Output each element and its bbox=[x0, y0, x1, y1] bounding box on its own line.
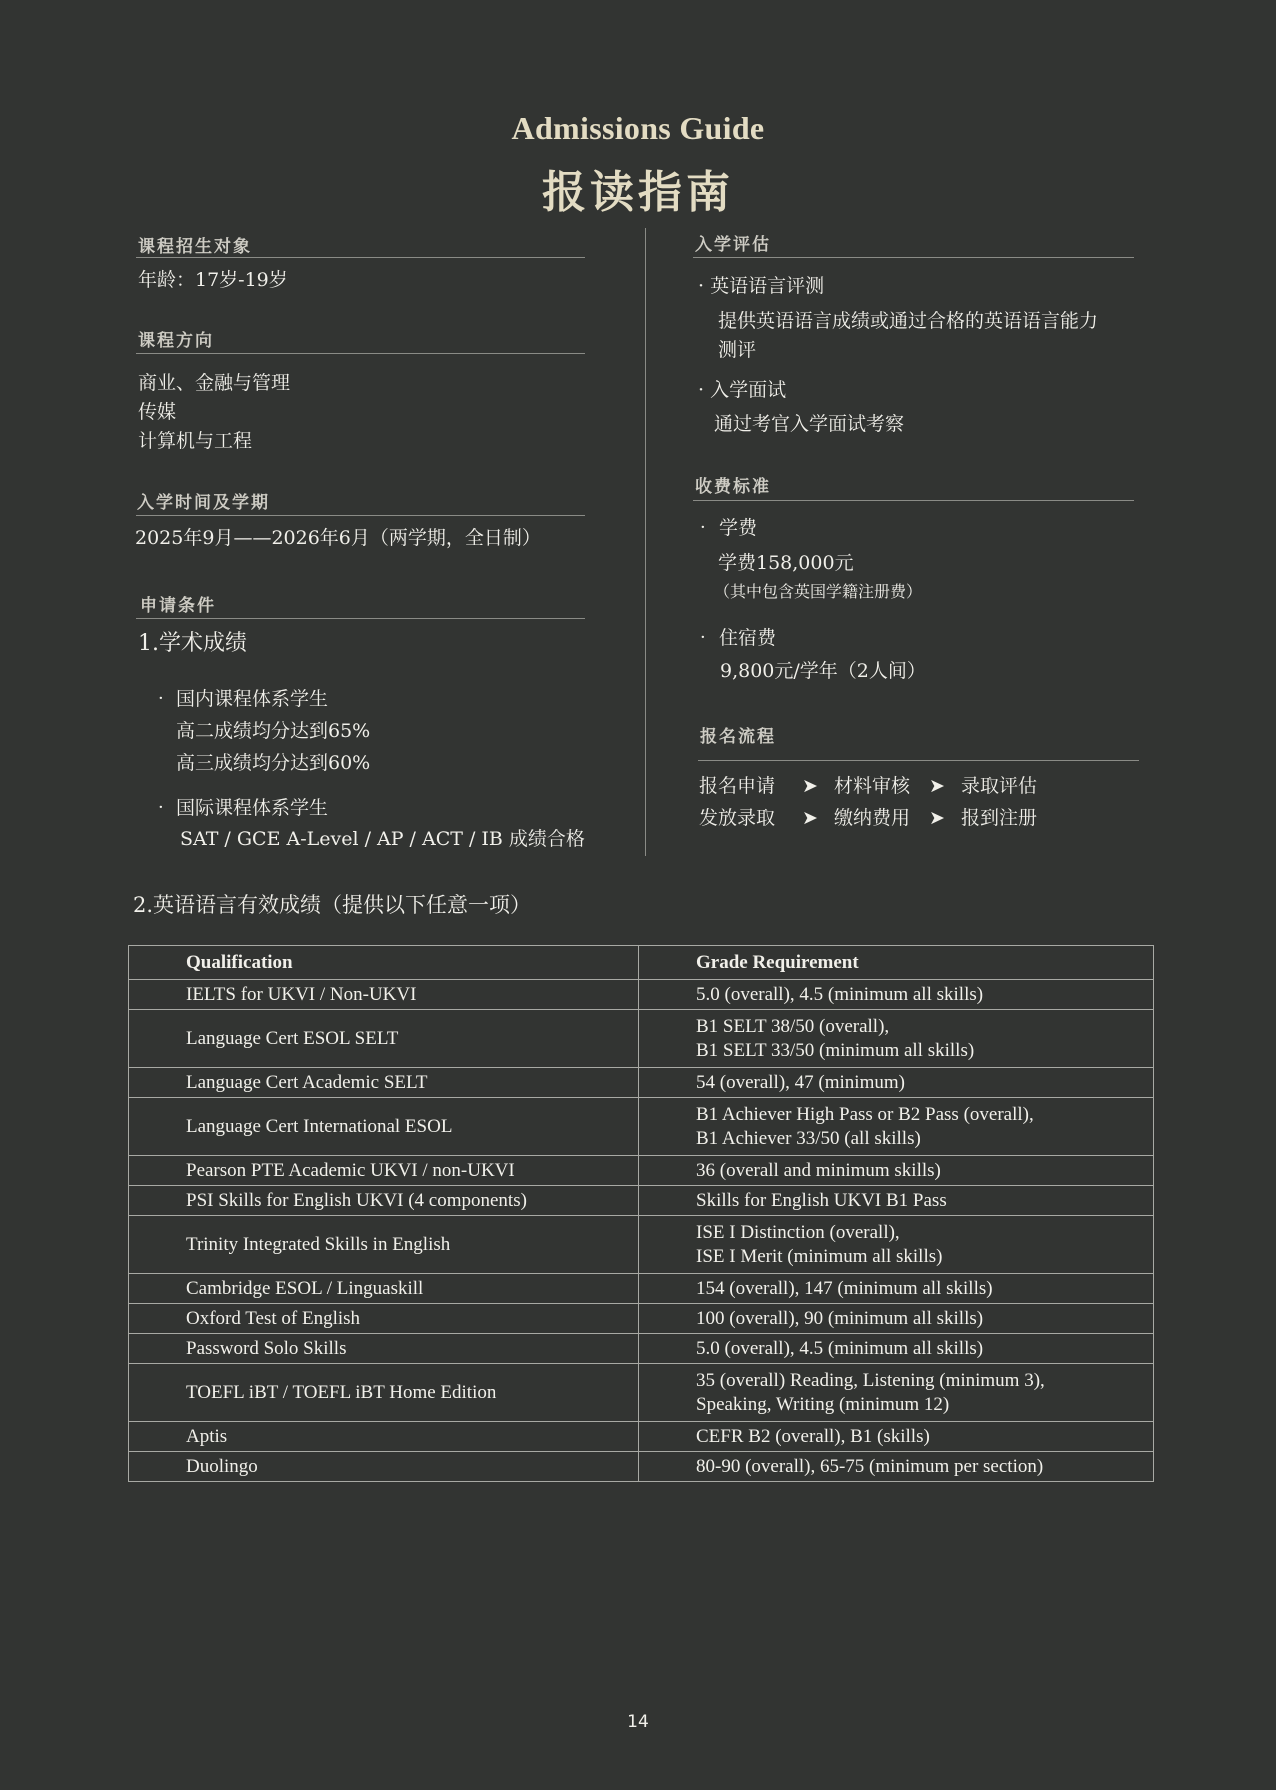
qualification-cell: Language Cert International ESOL bbox=[129, 1098, 639, 1156]
table-row bbox=[129, 1216, 1154, 1274]
divider bbox=[136, 257, 585, 258]
tuition-title: 学费 bbox=[719, 517, 758, 539]
grade-cell bbox=[639, 1098, 1154, 1156]
process-step: 发放录取 bbox=[699, 807, 776, 829]
column-header-grade: Grade Requirement bbox=[639, 946, 1154, 980]
grade-cell bbox=[639, 1364, 1154, 1422]
intl-title: 国际课程体系学生 bbox=[176, 797, 329, 819]
qualification-cell: PSI Skills for English UKVI (4 components) bbox=[129, 1186, 639, 1216]
qualification-cell: Language Cert Academic SELT bbox=[129, 1068, 639, 1098]
intake-text: 2025年9月——2026年6月（两学期，全日制） bbox=[135, 527, 541, 549]
grade-cell bbox=[639, 1156, 1154, 1186]
intl-line: SAT / GCE A-Level / AP / ACT / IB 成绩合格 bbox=[180, 828, 585, 850]
grade-cell bbox=[639, 1274, 1154, 1304]
qualification-cell: Pearson PTE Academic UKVI / non-UKVI bbox=[129, 1156, 639, 1186]
grade-cell bbox=[639, 1186, 1154, 1216]
column-divider bbox=[645, 228, 646, 856]
grade-cell bbox=[639, 1304, 1154, 1334]
bullet-icon: · bbox=[158, 688, 164, 709]
target-audience-label: 课程招生对象 bbox=[138, 237, 252, 257]
assessment-label: 入学评估 bbox=[695, 235, 771, 255]
grade-line: Skills for English UKVI B1 Pass bbox=[696, 1189, 947, 1211]
qualification-cell: Trinity Integrated Skills in English bbox=[129, 1216, 639, 1274]
english-qualifications-table bbox=[128, 945, 1154, 1482]
page-number: 14 bbox=[627, 1712, 649, 1732]
grade-line: 100 (overall), 90 (minimum all skills) bbox=[696, 1307, 984, 1329]
bullet-icon: · bbox=[700, 517, 706, 538]
process-step: 报名申请 bbox=[699, 775, 776, 797]
direction-item: 商业、金融与管理 bbox=[138, 372, 291, 394]
bullet-icon: · bbox=[700, 627, 706, 648]
table-row bbox=[129, 1274, 1154, 1304]
qualification-cell: Cambridge ESOL / Linguaskill bbox=[129, 1274, 639, 1304]
table-row bbox=[129, 1452, 1154, 1482]
arrow-right-icon: ➤ bbox=[929, 807, 945, 829]
page-title-zh: 报读指南 bbox=[542, 167, 734, 218]
divider bbox=[136, 515, 585, 516]
qualification-cell: Duolingo bbox=[129, 1452, 639, 1482]
academic-title: 1.学术成绩 bbox=[138, 631, 247, 656]
process-step: 报到注册 bbox=[961, 807, 1038, 829]
qualification-cell: Oxford Test of English bbox=[129, 1304, 639, 1334]
domestic-title: 国内课程体系学生 bbox=[176, 688, 329, 710]
divider bbox=[698, 760, 1139, 761]
table-body bbox=[129, 980, 1154, 1482]
accommodation-amount: 9,800元/学年（2人间） bbox=[720, 660, 926, 682]
qualification-cell: Password Solo Skills bbox=[129, 1334, 639, 1364]
grade-cell bbox=[639, 1422, 1154, 1452]
domestic-line: 高二成绩均分达到65% bbox=[176, 720, 371, 742]
grade-line: CEFR B2 (overall), B1 (skills) bbox=[696, 1425, 930, 1447]
interview-title: · 入学面试 bbox=[698, 379, 787, 401]
grade-line: B1 Achiever High Pass or B2 Pass (overall), bbox=[696, 1103, 1034, 1125]
process-label: 报名流程 bbox=[700, 727, 776, 747]
requirements-label: 申请条件 bbox=[140, 596, 216, 616]
arrow-right-icon: ➤ bbox=[802, 775, 818, 797]
grade-line: 5.0 (overall), 4.5 (minimum all skills) bbox=[696, 1337, 984, 1359]
grade-cell bbox=[639, 1010, 1154, 1068]
table-row bbox=[129, 1156, 1154, 1186]
direction-item: 计算机与工程 bbox=[138, 430, 253, 452]
english-test-desc: 测评 bbox=[718, 339, 757, 361]
english-test-title: · 英语语言评测 bbox=[698, 275, 825, 297]
divider bbox=[136, 353, 585, 354]
grade-line: Speaking, Writing (minimum 12) bbox=[696, 1393, 950, 1415]
arrow-right-icon: ➤ bbox=[802, 807, 818, 829]
english-test-desc: 提供英语语言成绩或通过合格的英语语言能力 bbox=[718, 310, 1099, 332]
accommodation-title: 住宿费 bbox=[719, 627, 777, 649]
qualification-cell: Language Cert ESOL SELT bbox=[129, 1010, 639, 1068]
tuition-note: （其中包含英国学籍注册费） bbox=[714, 582, 923, 601]
grade-line: ISE I Distinction (overall), bbox=[696, 1221, 900, 1243]
qualification-cell: TOEFL iBT / TOEFL iBT Home Edition bbox=[129, 1364, 639, 1422]
age-text: 年龄：17岁-19岁 bbox=[138, 269, 288, 291]
table-row bbox=[129, 1010, 1154, 1068]
qualification-cell: Aptis bbox=[129, 1422, 639, 1452]
interview-desc: 通过考官入学面试考察 bbox=[714, 413, 905, 435]
table-row bbox=[129, 1422, 1154, 1452]
table-row bbox=[129, 1334, 1154, 1364]
grade-line: 80-90 (overall), 65-75 (minimum per section) bbox=[696, 1455, 1044, 1477]
grade-line: ISE I Merit (minimum all skills) bbox=[696, 1245, 943, 1267]
grade-line: B1 SELT 38/50 (overall), bbox=[696, 1015, 890, 1037]
grade-line: 36 (overall and minimum skills) bbox=[696, 1159, 941, 1181]
domestic-line: 高三成绩均分达到60% bbox=[176, 752, 371, 774]
tuition-amount: 学费158,000元 bbox=[718, 552, 854, 574]
grade-line: B1 Achiever 33/50 (all skills) bbox=[696, 1127, 921, 1149]
grade-line: 154 (overall), 147 (minimum all skills) bbox=[696, 1277, 993, 1299]
grade-line: B1 SELT 33/50 (minimum all skills) bbox=[696, 1039, 975, 1061]
table-row bbox=[129, 1068, 1154, 1098]
grade-cell bbox=[639, 1334, 1154, 1364]
divider bbox=[693, 500, 1134, 501]
course-direction-label: 课程方向 bbox=[138, 331, 214, 351]
table-row bbox=[129, 1304, 1154, 1334]
fees-label: 收费标准 bbox=[695, 477, 771, 497]
grade-line: 5.0 (overall), 4.5 (minimum all skills) bbox=[696, 983, 984, 1005]
divider bbox=[136, 618, 585, 619]
grade-line: 35 (overall) Reading, Listening (minimum 3), bbox=[696, 1369, 1045, 1391]
table-row bbox=[129, 980, 1154, 1010]
direction-item: 传媒 bbox=[138, 401, 177, 423]
page-title-en: Admissions Guide bbox=[511, 110, 765, 146]
grade-cell bbox=[639, 1068, 1154, 1098]
arrow-right-icon: ➤ bbox=[929, 775, 945, 797]
table-header-row bbox=[129, 946, 1154, 980]
grade-line: 54 (overall), 47 (minimum) bbox=[696, 1071, 905, 1093]
bullet-icon: · bbox=[158, 797, 164, 818]
column-header-qualification: Qualification bbox=[129, 946, 639, 980]
grade-cell bbox=[639, 1452, 1154, 1482]
grade-cell bbox=[639, 980, 1154, 1010]
grade-cell bbox=[639, 1216, 1154, 1274]
qualification-cell: IELTS for UKVI / Non-UKVI bbox=[129, 980, 639, 1010]
table-row bbox=[129, 1186, 1154, 1216]
process-step: 录取评估 bbox=[961, 775, 1038, 797]
intake-label: 入学时间及学期 bbox=[137, 493, 270, 513]
table-row bbox=[129, 1364, 1154, 1422]
table-row bbox=[129, 1098, 1154, 1156]
divider bbox=[693, 257, 1134, 258]
process-step: 缴纳费用 bbox=[834, 807, 911, 829]
english-requirements-title: 2.英语语言有效成绩（提供以下任意一项） bbox=[133, 893, 532, 917]
process-step: 材料审核 bbox=[834, 775, 911, 797]
